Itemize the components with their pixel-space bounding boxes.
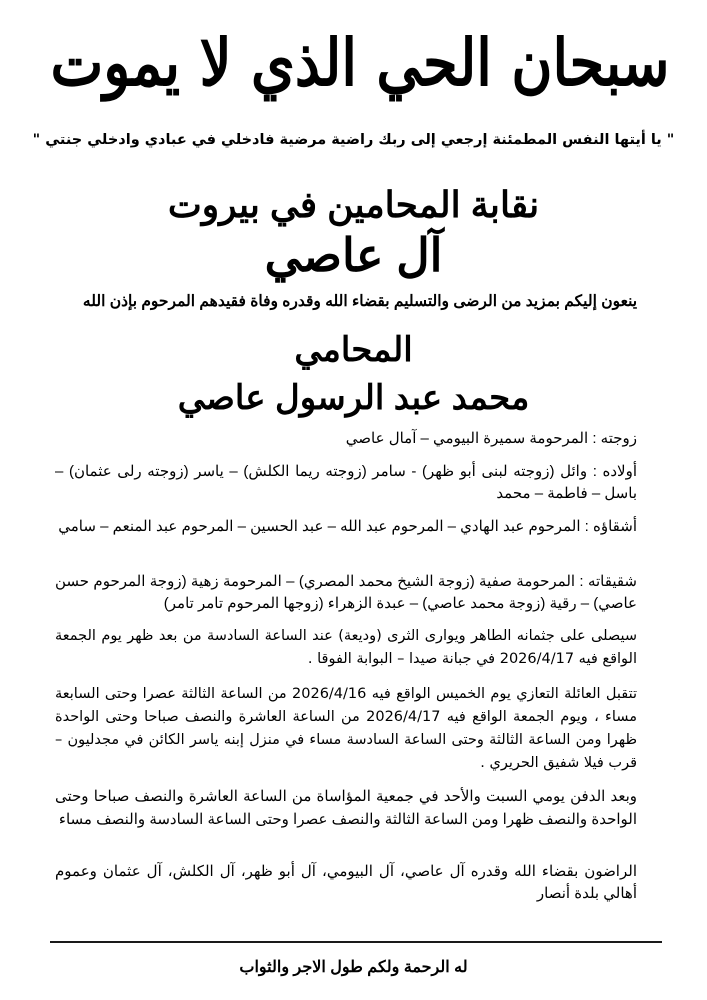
deceased-name: محمد عبد الرسول عاصي (177, 379, 530, 417)
brothers-paragraph: أشقاؤه : المرحوم عبد الهادي – المرحوم عبد الله – عبد الحسين – المرحوم عبد المنعم – سامي (58, 518, 637, 535)
divider-line (50, 941, 662, 943)
family-name: آل عاصي (264, 229, 443, 281)
sisters-paragraph: شقيقاته : المرحومة صفية (زوجة الشيخ محمد المصري) – المرحومة زهية (زوجة المرحوم حسن عاصي) – رقية (زوجة محمد عاصي) – عبدة الزهراء (زوجها المرحوم تامر تامر) (55, 573, 638, 612)
organization-name: نقابة المحامين في بيروت (167, 184, 540, 225)
deceased-title: المحامي (294, 331, 413, 369)
closing-line: له الرحمة ولكم طول الاجر والثواب (239, 959, 468, 976)
wife-line: زوجته : المرحومة سميرة البيومي – آمال عاصي (345, 430, 637, 447)
children-paragraph: أولاده : وائل (زوجته لبنى أبو ظهر) - سامر (زوجته ريما الكلش) – ياسر (زوجته رلى عثمان) – باسل – فاطمة – محمد (55, 463, 637, 502)
mourners-paragraph: الراضون بقضاء الله وقدره آل عاصي، آل البيومي، آل أبو ظهر، آل الكلش، آل عثمان وعموم أهالي بلدة أنصار (55, 863, 637, 902)
condolences-paragraph: تتقبل العائلة التعازي يوم الخميس الواقع فيه 2026/4/16 من الساعة الثالثة عصرا وحتى السابعة مساء ، ويوم الجمعة الواقع فيه 2026/4/17 من الساعة العاشرة والنصف صباحا وحتى الواحدة ظهرا ومن الساعة الثالثة وحتى الساعة السادسة مساء في منزل إبنه ياسر الكائن في مجدليون – قرب فيلا شفيق الحريري . (55, 686, 637, 771)
funeral-paragraph: سيصلى على جثمانه الطاهر ويوارى الثرى (وديعة) عند الساعة السادسة من بعد ظهر يوم الجمعة الواقع فيه 2026/4/17 في جبانة صيدا – البوابة الفوقا . (55, 628, 637, 667)
announcement-line: ينعون إليكم بمزيد من الرضى والتسليم بقضاء الله وقدره وفاة فقيدهم المرحوم بإذن الله (82, 293, 638, 310)
quran-verse: " يا أيتها النفس المطمئنة إرجعي إلى ربك راضية مرضية فادخلي في عبادي وادخلي جنتي " (32, 132, 675, 148)
after-burial-paragraph: وبعد الدفن يومي السبت والأحد في جمعية المؤاساة من الساعة العاشرة والنصف صباحا وحتى الواحدة والنصف ظهرا ومن الساعة الثالثة والنصف عصرا وحتى الساعة السادسة والنصف مساء (55, 788, 637, 828)
calligraphy-header: سبحان الحي الذي لا يموت (50, 25, 670, 101)
